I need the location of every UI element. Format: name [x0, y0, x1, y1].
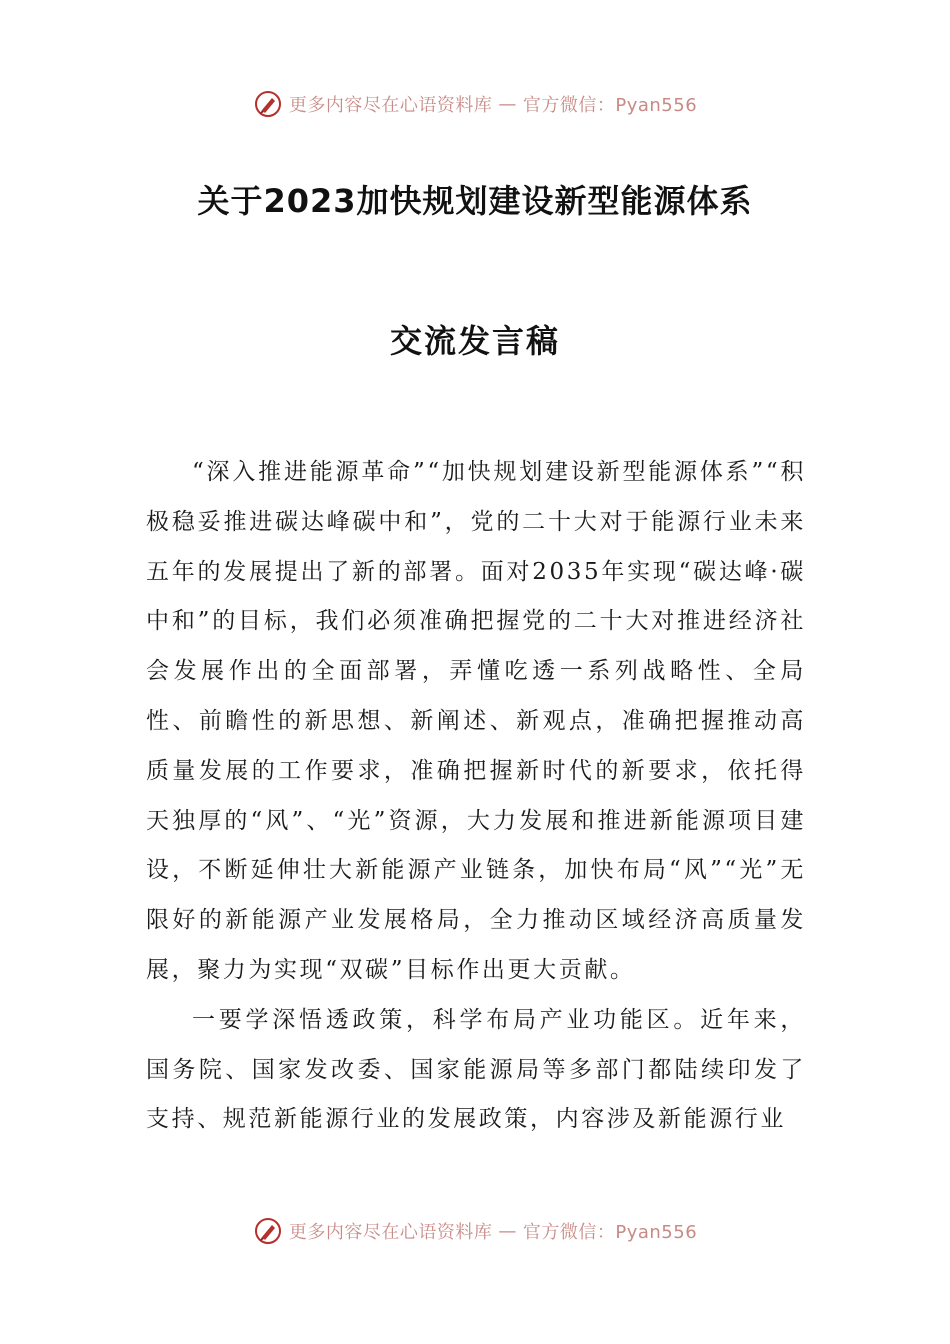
document-title-line-1: 关于2023加快规划建设新型能源体系	[197, 182, 753, 220]
watermark-site-text: 更多内容尽在心语资料库	[288, 1222, 493, 1243]
watermark-separator: —	[498, 93, 517, 115]
watermark-site-text: 更多内容尽在心语资料库	[288, 95, 493, 116]
document-title-line-2: 交流发言稿	[389, 322, 560, 360]
pen-logo-icon	[253, 1216, 283, 1246]
document-body	[146, 448, 806, 1145]
paragraph-1: “深入推进能源革命”“加快规划建设新型能源体系”“积极稳妥推进碳达峰碳中和”，党的二十大对于能源行业未来五年的发展提出了新的部署。面对2035年实现“碳达峰·碳中和”的目标，我们必须准确把握党的二十大对推进经济社会发展作出的全面部署，弄懂吃透一系列战略性、全局性、前瞻性的新思想、新阐述、新观点，准确把握推动高质量发展的工作要求，准确把握新时代的新要求，依托得天独厚的“风”、“光”资源，大力发展和推进新能源项目建设，不断延伸壮大新能源产业链条，加快布局“风”“光”无限好的新能源产业发展格局，全力推动区域经济高质量发展，聚力为实现“双碳”目标作出更大贡献。	[146, 459, 806, 983]
watermark-footer	[0, 1211, 950, 1251]
paragraph-2: 一要学深悟透政策，科学布局产业功能区。近年来，国务院、国家发改委、国家能源局等多部门都陆续印发了支持、规范新能源行业的发展政策，内容涉及新能源行业	[146, 1006, 806, 1133]
watermark-header	[0, 84, 950, 124]
pen-logo-icon	[253, 89, 283, 119]
watermark-wechat-text: 官方微信：Pyan556	[522, 95, 698, 116]
watermark-wechat-text: 官方微信：Pyan556	[522, 1222, 698, 1243]
watermark-separator: —	[498, 1220, 517, 1242]
